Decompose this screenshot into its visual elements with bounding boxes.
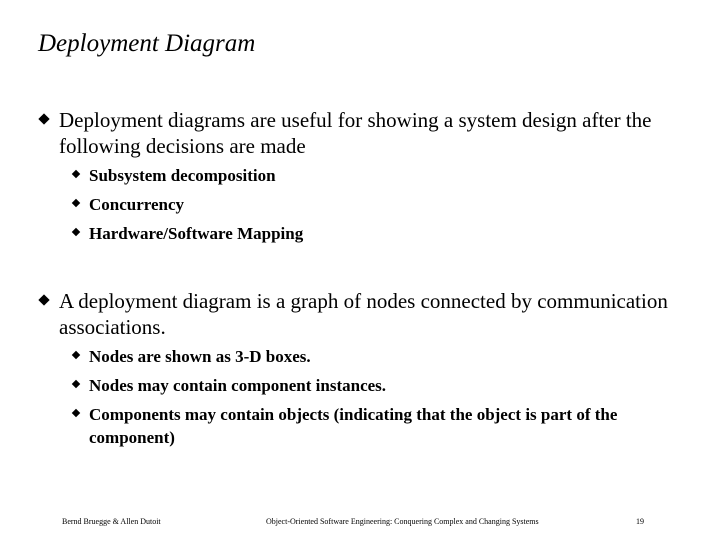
small-diamond-bullet-icon	[72, 199, 80, 207]
sub-bullet-text: Nodes may contain component instances.	[89, 376, 387, 395]
slide-title: Deployment Diagram	[38, 30, 256, 57]
diamond-bullet-icon	[38, 113, 49, 124]
small-diamond-bullet-icon	[72, 351, 80, 359]
small-diamond-bullet-icon	[72, 228, 80, 236]
sub-bullet-1-2	[72, 193, 672, 216]
sub-bullet-2-2	[72, 374, 672, 397]
sub-bullet-2-1	[72, 345, 672, 368]
sub-bullet-text: Concurrency	[89, 195, 185, 214]
small-diamond-bullet-icon	[72, 409, 80, 417]
sub-bullet-text: Hardware/Software Mapping	[89, 224, 304, 243]
diamond-bullet-icon	[38, 294, 49, 305]
sub-bullet-2-3	[72, 403, 672, 449]
small-diamond-bullet-icon	[72, 380, 80, 388]
bullet-1-text: Deployment diagrams are useful for showing a system design after the following decisions are made	[59, 108, 652, 158]
bullet-2-text: A deployment diagram is a graph of nodes connected by communication associations.	[59, 289, 668, 339]
bullet-2	[38, 288, 678, 340]
sub-bullet-1-1	[72, 164, 672, 187]
sub-bullet-1-3	[72, 222, 672, 245]
footer-page-number: 19	[636, 517, 644, 526]
small-diamond-bullet-icon	[72, 170, 80, 178]
sub-bullet-text: Components may contain objects (indicating that the object is part of the component)	[89, 405, 618, 447]
bullet-1	[38, 107, 678, 159]
sub-bullet-text: Nodes are shown as 3-D boxes.	[89, 347, 311, 366]
footer-authors: Bernd Bruegge & Allen Dutoit	[62, 517, 161, 526]
sub-bullet-text: Subsystem decomposition	[89, 166, 276, 185]
footer-book-title: Object-Oriented Software Engineering: Conquering Complex and Changing Systems	[266, 517, 539, 526]
